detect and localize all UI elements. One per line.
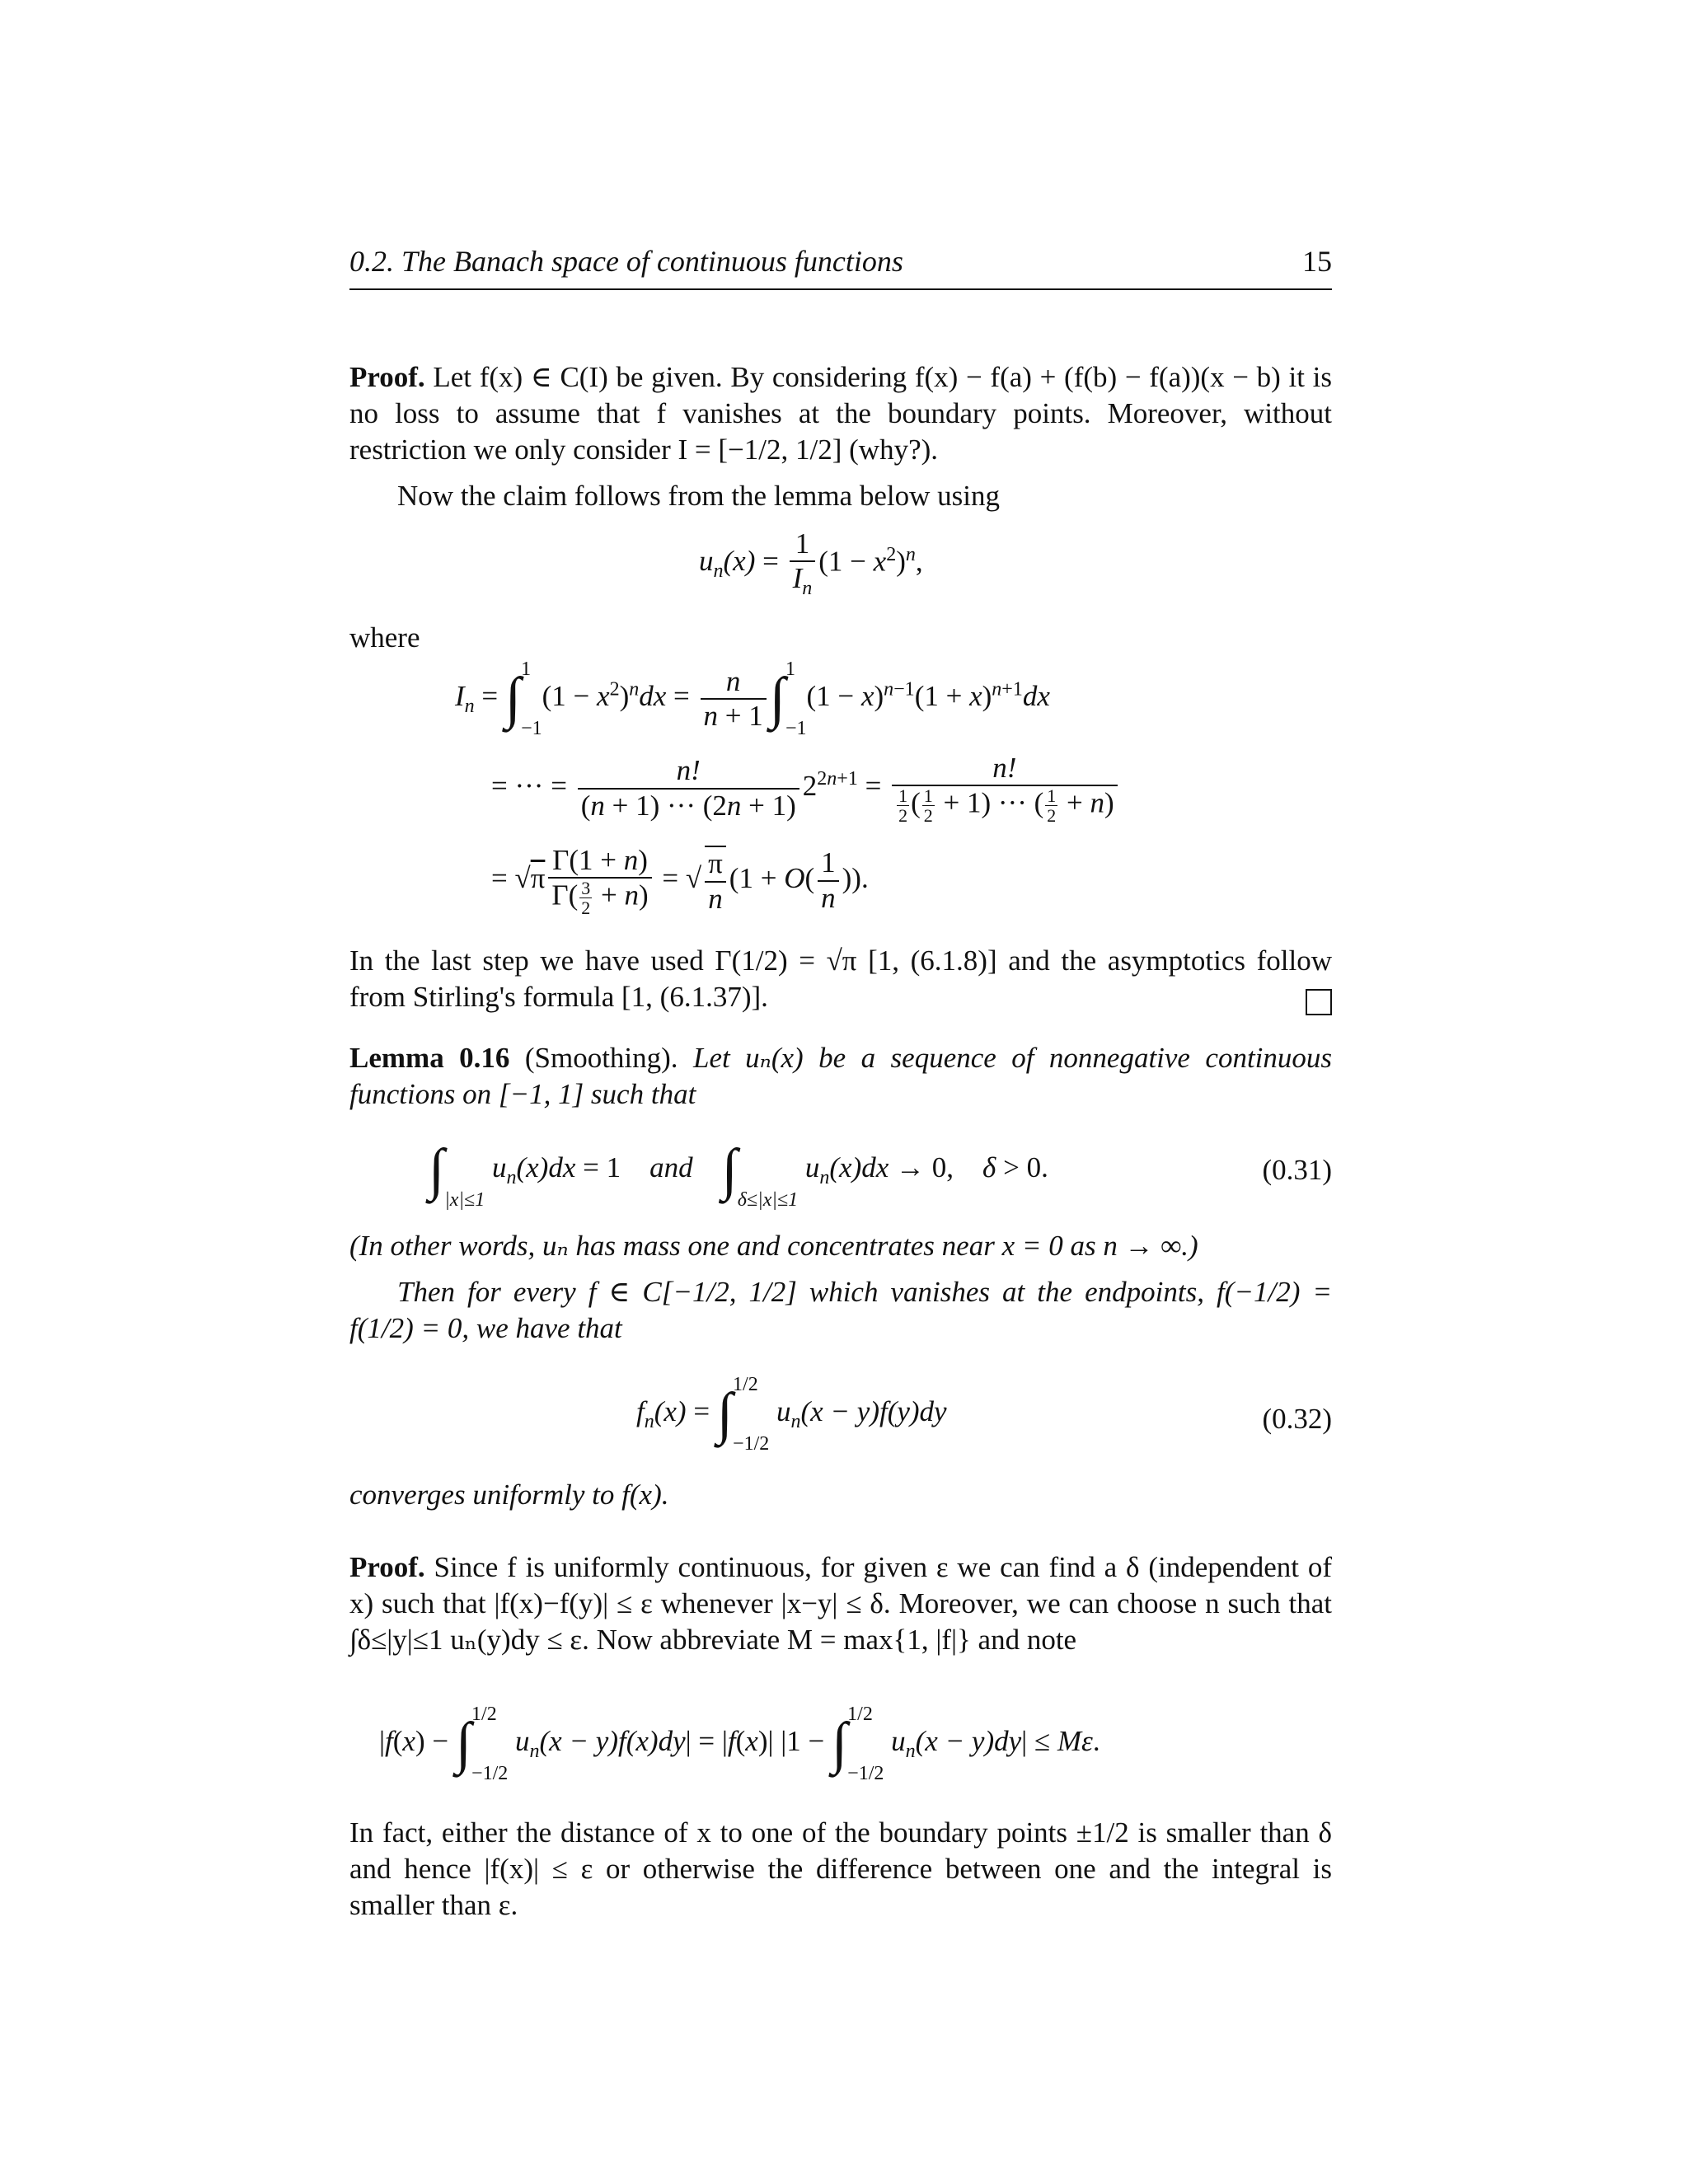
proof-paragraph-1 — [349, 359, 1332, 468]
proof2-paragraph-1 — [349, 1549, 1332, 1658]
lemma-continuation — [349, 1274, 1332, 1347]
proof-paragraph-2 — [349, 478, 1332, 514]
page-number: 15 — [1302, 245, 1332, 278]
equation-un: $u_n(x)$ = $\frac{1}{I_n}$ $(1 - x^2)^n$, — [699, 527, 923, 600]
proof-text: Let f(x) ∈ C(I) be given. By considering f(x) − f(a) + (f(b) − f(a))(x − b) it is no loss to assume that f vanishes at the boundary points. Moreover, without restriction we only consider I = [−1/2, 1/2] (why?). — [349, 361, 1332, 466]
equation-In-line1: $I_n$ = ∫ 1 −1 $(1 - x^2)^ndx$ = $\frac{n}{n + 1}$ ∫ 1 −1 $(1 - x)^{n-1}(1 + x)^{n+1}dx$ — [455, 658, 1050, 739]
where-label: where — [349, 621, 420, 654]
lemma-remark-text: (In other words, uₙ has mass one and concentrates near x = 0 as n → ∞.) — [349, 1230, 1198, 1262]
equation-In-line3: = √π Γ(1 + n) Γ( $\frac{3}{2}$ + n) = √ $\frac{\pi}{n}$ (1 + O( $\frac{1}{n}$ )). — [491, 844, 869, 919]
lemma-label: Lemma 0.16 — [349, 1042, 510, 1074]
proof-text: In fact, either the distance of x to one of the boundary points ±1/2 is smaller than δ and hence |f(x)| ≤ ε or otherwise the difference between one and the integral is smaller than ε. — [349, 1816, 1332, 1921]
lemma-statement — [349, 1040, 1332, 1113]
proof-label: Proof. — [349, 361, 425, 393]
proof-text: In the last step we have used Γ(1/2) = √π [1, (6.1.8)] and the asymptotics follow from Stirling's formula [1, (6.1.37)]. — [349, 944, 1332, 1013]
equation-In-line2: = ··· = $\frac{n!}{(n + 1) \cdot\cdot\cdot (2n + 1)}$ $2^{2n+1}$ = n! $\frac{1}{2}$ ( $\frac{1}{2}$ + 1) ··· ( $\frac{1}{2}$ + n) — [491, 752, 1121, 825]
lemma-conclusion — [349, 1477, 1332, 1513]
lemma-text: converges uniformly to f(x). — [349, 1479, 669, 1511]
lemma-text: Let uₙ(x) be a sequence of nonnegative continuous functions on [−1, 1] such that — [349, 1042, 1333, 1110]
equation-0-32: $f_n(x)$ = ∫ 1/2 −1/2 $u_n(x - y)f(y)dy$ (0.32) — [636, 1374, 1332, 1455]
proof-text: Since f is uniformly continuous, for given ε we can find a δ (independent of x) such that |f(x)−f(y)| ≤ ε whenever |x−y| ≤ δ. Moreover, we can choose n such that ∫δ≤|y|≤1 uₙ(y)dy ≤ ε. Now abbreviate M = max{1, |f|} and note — [349, 1551, 1333, 1656]
equation-0-31: ∫ |x|≤1 $u_n(x)dx = 1$ and ∫ δ≤|x|≤1 $u_n(x)dx \to 0$, δ > 0. (0.31) — [429, 1138, 1332, 1211]
equation-number: (0.32) — [1262, 1403, 1332, 1435]
proof-label: Proof. — [349, 1551, 425, 1583]
lemma-text: Then for every f ∈ C[−1/2, 1/2] which vanishes at the endpoints, f(−1/2) = f(1/2) = 0, we have that — [349, 1276, 1332, 1344]
proof-paragraph-3 — [349, 943, 1332, 1015]
where-text — [349, 620, 1332, 656]
proof-text: Now the claim follows from the lemma below using — [397, 480, 1000, 512]
equation-estimate: |f(x) − ∫ 1/2 −1/2 $u_n(x - y)f(x)dy| = |f(x)|$ |1 − ∫ 1/2 −1/2 $u_n(x - y)dy| \le M\varepsilon$. — [379, 1704, 1100, 1784]
equation-number: (0.31) — [1262, 1154, 1332, 1186]
proof2-paragraph-2 — [349, 1815, 1332, 1924]
lemma-remark — [349, 1228, 1332, 1264]
lemma-name: (Smoothing). — [524, 1042, 678, 1074]
running-header — [349, 244, 1332, 290]
section-title: 0.2. The Banach space of continuous functions — [349, 245, 903, 278]
qed-icon — [1306, 989, 1332, 1015]
